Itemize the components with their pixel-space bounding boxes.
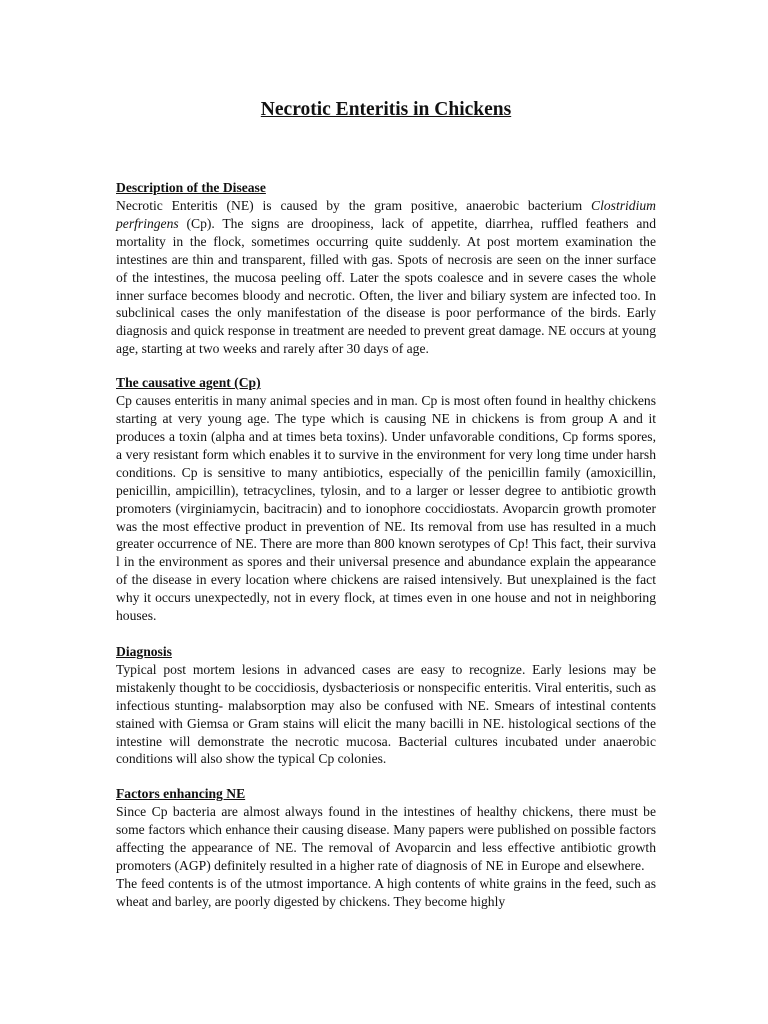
section-diagnosis — [116, 643, 656, 768]
section-description — [116, 179, 656, 358]
paragraph-factors-2: The feed contents is of the utmost importance. A high contents of white grains in the feed, such as wheat and barley, are poorly digested by chickens. They become highly — [116, 876, 656, 909]
paragraph-description — [116, 197, 656, 358]
section-causative-agent — [116, 374, 656, 625]
document-page — [116, 96, 656, 911]
section-heading-causative-agent: The causative agent (Cp) — [116, 375, 261, 391]
paragraph-factors-1: Since Cp bacteria are almost always found in the intestines of healthy chickens, there must be some factors which enhance their causing disease. Many papers were published on possible factors affecting the appearance of NE. The removal of Avoparcin and less effective antibiotic growth promoters (AGP) definitely resulted in a higher rate of diagnosis of NE in Europe and elsewhere. — [116, 804, 656, 874]
section-heading-factors: Factors enhancing NE — [116, 786, 246, 802]
paragraph-diagnosis: Typical post mortem lesions in advanced cases are easy to recognize. Early lesions may be mistakenly thought to be coccidiosis, dysbacteriosis or nonspecific enteritis. Viral enteritis, such as infectious stunting- malabsorption may also be confused with NE. Smears of intestinal contents stained with Giemsa or Gram stains will elicit the many bacilli in NE. histological sections of the intestine will demonstrate the necrotic mucosa. Bacterial cultures incubated under anaerobic conditions will also show the typical Cp colonies. — [116, 661, 656, 767]
paragraph-text: Necrotic Enteritis (NE) is caused by the gram positive, anaerobic bacterium — [116, 198, 592, 213]
section-factors — [116, 785, 656, 910]
paragraph-text: (Cp). The signs are droopiness, lack of appetite, diarrhea, ruffled feathers and mortality in the flock, sometimes occurring quite suddenly. At post mortem examination the intestines are thin and transparent, filled with gas. Spots of necrosis are seen on the inner surface of the intestines, the mucosa peeling off. Later the spots coalesce and in severe cases the whole inner surface becomes bloody and necrotic. Often, the liver and biliary system are infected too. In subclinical cases the only manifestation of the disease is poor performance of the birds. Early diagnosis and quick response in treatment are needed to prevent great damage. NE occurs at young age, starting at two weeks and rarely after 30 days of age. — [116, 215, 656, 357]
page-title: Necrotic Enteritis in Chickens — [260, 99, 512, 120]
section-heading-description: Description of the Disease — [116, 180, 266, 195]
species-name: Clostridium perfringens — [116, 198, 656, 231]
section-heading-diagnosis: Diagnosis — [116, 643, 172, 659]
paragraph-causative-agent: Cp causes enteritis in many animal species and in man. Cp is most often found in healthy chickens starting at very young age. The type which is causing NE in chickens is from group A and it produces a toxin (alpha and at times beta toxins). Under unfavorable conditions, Cp forms spores, a very resistant form which enables it to survive in the environment for very long time under harsh conditions. Cp is sensitive to many antibiotics, especially of the penicillin family (amoxicillin, penicillin, ampicillin), tetracyclines, tylosin, and to a larger or lesser degree to antibiotic growth promoters (virginiamycin, bacitracin) and to ionophore coccidiostats. Avoparcin growth promoter was the most effective product in prevention of NE. Its removal from use has resulted in a much greater occurrence of NE. There are more than 800 known serotypes of Cp! This fact, their surviva l in the environment as spores and their universal presence and abundance explain the appearance of the disease in every location where chickens are raised intensively. But unexplained is the fact why it occurs unexpectedly, not in every flock, at times even in one house and not in neighboring houses. — [116, 393, 656, 624]
